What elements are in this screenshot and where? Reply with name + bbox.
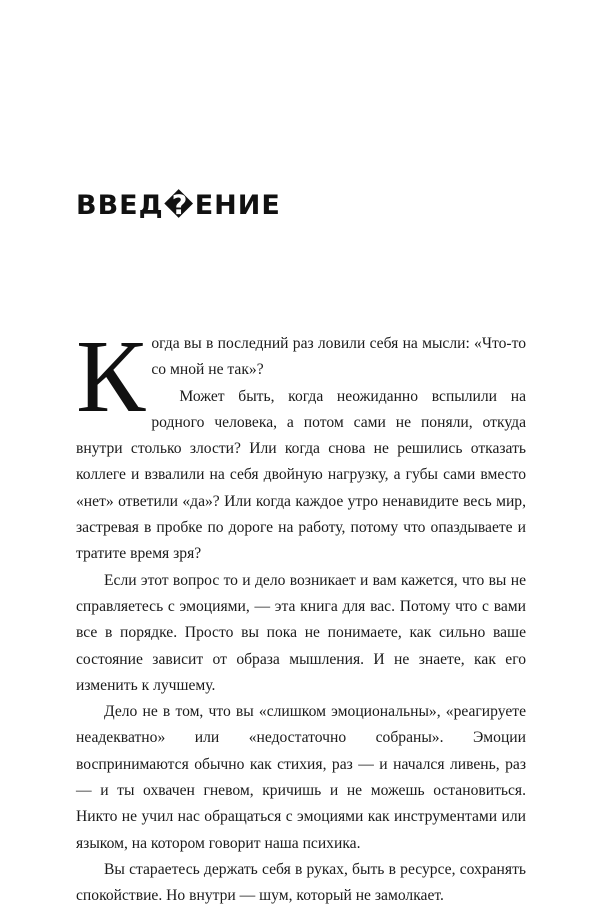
- paragraph-1: [76, 319, 526, 434]
- paragraph-1-text: огда вы в последний раз ловили себя на мысли: «Что-то со мной не так»?: [151, 335, 526, 379]
- paragraph-4: Дело не в том, что вы «слишком эмоциональны», «реагируете неадекватно» или «недостаточно собраны». Эмоции воспринимаются обычно как стихия, раз — и начался ливень, раз — и ты охвачен гневом, кричишь и не можешь остановиться. Никто не учил нас обращаться с эмоциями как инструментами или языком, на котором говорит наша психика.: [76, 703, 526, 852]
- paragraph-5: Вы стараетесь держать себя в руках, быть в ресурсе, сохранять спокойствие. Но внутри — шум, который не замолкает.: [76, 860, 526, 905]
- drop-cap: К: [76, 319, 146, 434]
- chapter-body: [76, 319, 526, 910]
- paragraph-3: Если этот вопрос то и дело возникает и вам кажется, что вы не справляетесь с эмоциями, — эта книга для вас. Потому что с вами все в порядке. Просто вы пока не понимаете, как сильно ваше состояние зависит от образа мышления. И не знаете, как его изменить к лучшему.: [76, 571, 526, 694]
- paragraph-2: Может быть, когда неожиданно вспылили на родного человека, а потом сами не поняли, откуда внутри столько злости? Или когда снова не решились отказать коллеге и взвалили на себя двойную нагрузку, а губы сами вместо «нет» ответили «да»? Или когда каждое утро ненавидите весь мир, застревая в пробке по дороге на работу, потому что опаздываете и тратите время зря?: [76, 387, 526, 563]
- chapter-heading: ВВЕД�ЕНИЕ: [76, 190, 281, 221]
